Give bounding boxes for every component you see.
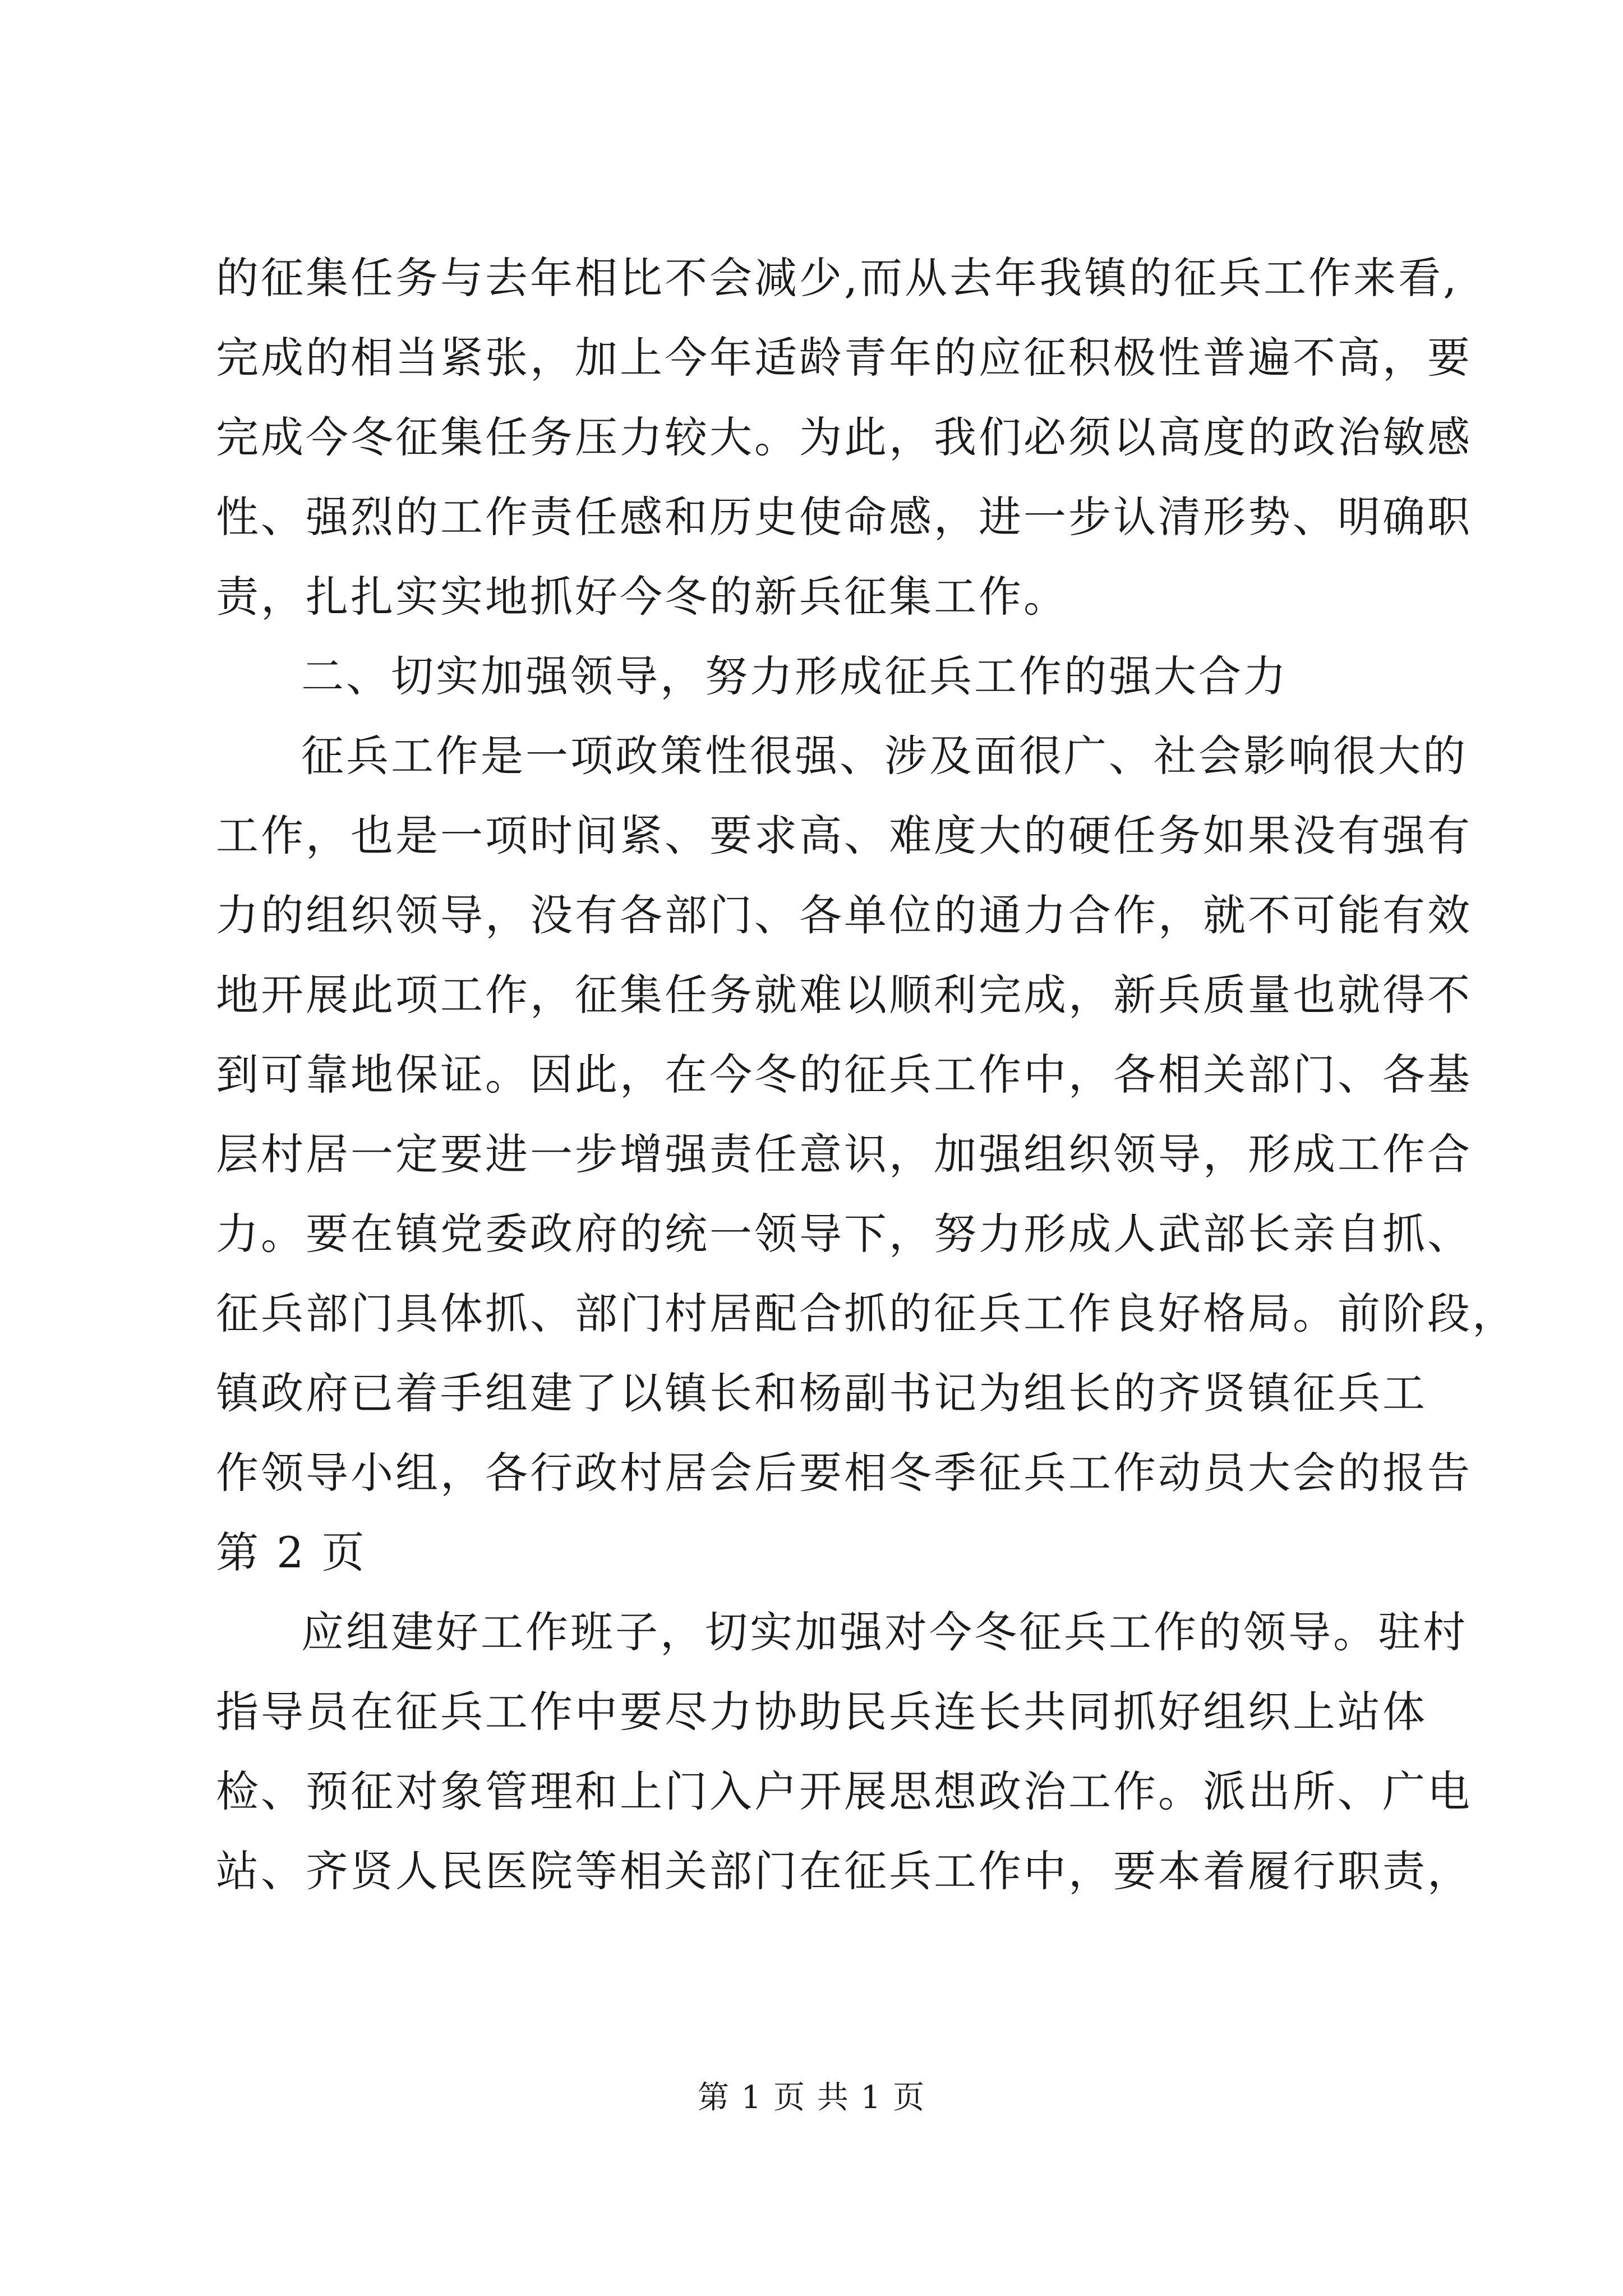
text-line: 指导员在征兵工作中要尽力协助民兵连长共同抓好组织上站体 bbox=[216, 1687, 1427, 1737]
text-line: 检、预征对象管理和上门入户开展思想政治工作。派出所、广电 bbox=[216, 1766, 1472, 1816]
text-line: 层村居一定要进一步增强责任意识，加强组织领导，形成工作合 bbox=[216, 1129, 1472, 1179]
text-line: 性、强烈的工作责任感和历史使命感，进一步认清形势、明确职 bbox=[216, 492, 1472, 542]
text-line: 镇政府已着手组建了以镇长和杨副书记为组长的齐贤镇征兵工 bbox=[216, 1368, 1427, 1418]
text-line: 征兵部门具体抓、部门村居配合抓的征兵工作良好格局。前阶段， bbox=[216, 1289, 1517, 1338]
text-line: 力的组织领导，没有各部门、各单位的通力合作，就不可能有效 bbox=[216, 890, 1472, 940]
text-line: 征兵工作是一项政策性很强、涉及面很广、社会影响很大的 bbox=[301, 731, 1468, 781]
text-line: 的征集任务与去年相比不会减少,而从去年我镇的征兵工作来看, bbox=[216, 253, 1459, 303]
text-line: 站、齐贤人民医院等相关部门在征兵工作中，要本着履行职责， bbox=[216, 1846, 1472, 1896]
text-line: 地开展此项工作，征集任务就难以顺利完成，新兵质量也就得不 bbox=[216, 970, 1472, 1020]
text-line: 责，扎扎实实地抓好今冬的新兵征集工作。 bbox=[216, 572, 1068, 622]
text-line: 工作，也是一项时间紧、要求高、难度大的硬任务如果没有强有 bbox=[216, 811, 1472, 861]
text-line: 完成的相当紧张，加上今年适龄青年的应征积极性普遍不高，要 bbox=[216, 333, 1472, 383]
text-line: 力。要在镇党委政府的统一领导下，努力形成人武部长亲自抓、 bbox=[216, 1209, 1472, 1259]
text-line: 完成今冬征集任务压力较大。为此，我们必须以高度的政治敏感 bbox=[216, 412, 1472, 462]
text-line: 到可靠地保证。因此，在今冬的征兵工作中，各相关部门、各基 bbox=[216, 1050, 1472, 1099]
inline-page-marker: 第 2 页 bbox=[216, 1527, 367, 1577]
text-line: 应组建好工作班子，切实加强对今冬征兵工作的领导。驻村 bbox=[301, 1607, 1468, 1657]
document-body bbox=[216, 238, 1517, 1911]
text-line: 作领导小组，各行政村居会后要相冬季征兵工作动员大会的报告 bbox=[216, 1448, 1472, 1498]
section-heading: 二、切实加强领导，努力形成征兵工作的强大合力 bbox=[301, 651, 1288, 701]
page-footer: 第 1 页 共 1 页 bbox=[697, 2079, 926, 2116]
